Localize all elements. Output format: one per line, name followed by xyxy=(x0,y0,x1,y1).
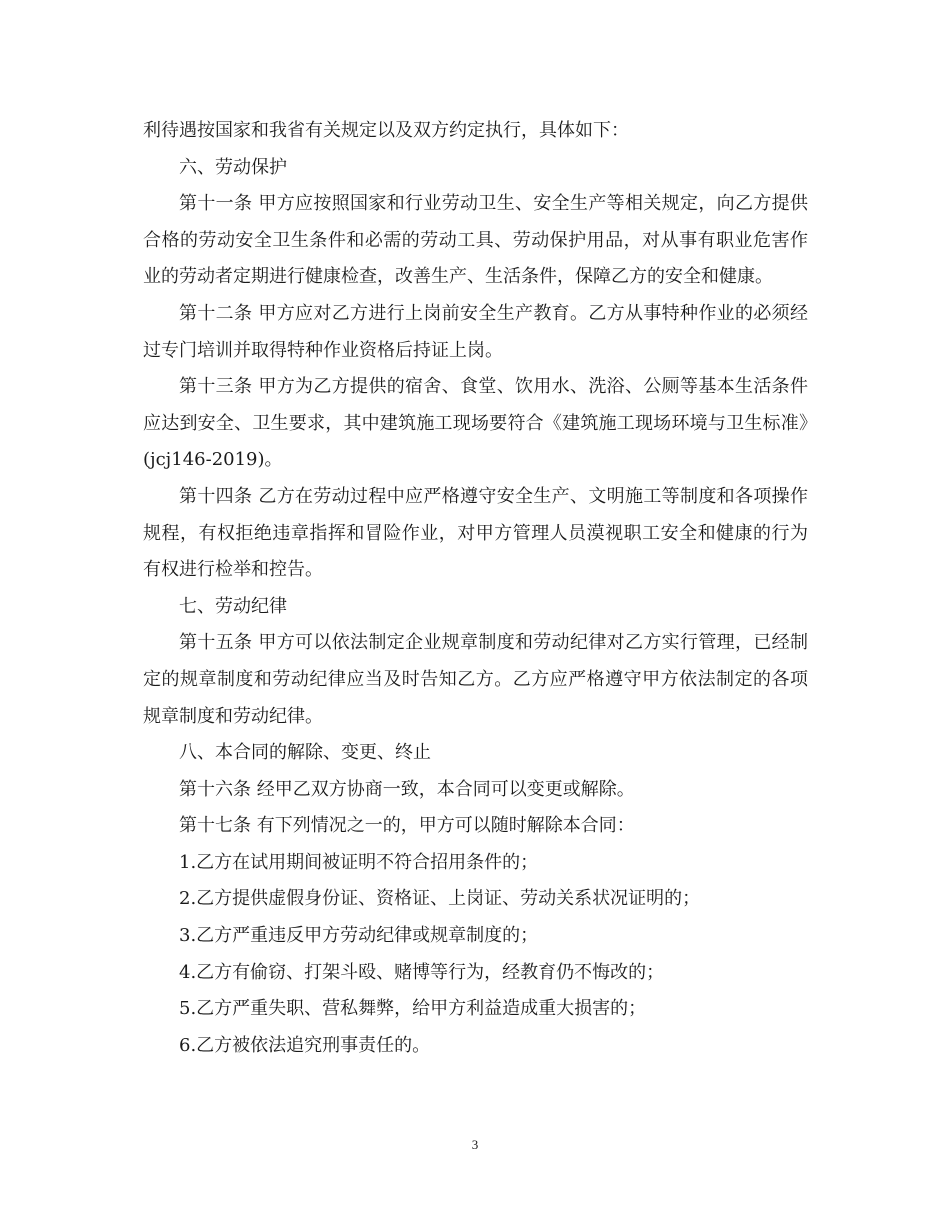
paragraph-intro-continuation: 利待遇按国家和我省有关规定以及双方约定执行，具体如下： xyxy=(143,120,629,141)
article-14: 第十四条 乙方在劳动过程中应严格遵守安全生产、文明施工等制度和各项操作规程，有权拒绝违章指挥和冒险作业，对甲方管理人员漠视职工安全和健康的行为有权进行检举和控告。 xyxy=(143,485,808,581)
list-item-2: 2.乙方提供虚假身份证、资格证、上岗证、劳动关系状况证明的； xyxy=(179,888,701,910)
section-heading-labor-discipline: 七、劳动纪律 xyxy=(179,595,287,617)
list-item-4: 4.乙方有偷窃、打架斗殴、赌博等行为，经教育仍不悔改的； xyxy=(179,961,665,983)
article-17: 第十七条 有下列情况之一的，甲方可以随时解除本合同： xyxy=(179,815,635,837)
list-item-5: 5.乙方严重失职、营私舞弊，给甲方利益造成重大损害的； xyxy=(179,998,647,1020)
list-item-6: 6.乙方被依法追究刑事责任的。 xyxy=(179,1034,431,1056)
list-item-3: 3.乙方严重违反甲方劳动纪律或规章制度的； xyxy=(179,925,539,947)
section-heading-contract-termination: 八、本合同的解除、变更、终止 xyxy=(179,742,431,764)
article-16: 第十六条 经甲乙双方协商一致，本合同可以变更或解除。 xyxy=(179,778,635,800)
document-body xyxy=(143,113,808,1064)
article-15: 第十五条 甲方可以依法制定企业规章制度和劳动纪律对乙方实行管理，已经制定的规章制度和劳动纪律应当及时告知乙方。乙方应严格遵守甲方依法制定的各项规章制度和劳动纪律。 xyxy=(143,632,808,727)
article-13: 第十三条 甲方为乙方提供的宿舍、食堂、饮用水、洗浴、公厕等基本生活条件应达到安全、卫生要求，其中建筑施工现场要符合《建筑施工现场环境与卫生标准》(jcj146-2019)。 xyxy=(143,376,808,471)
article-11: 第十一条 甲方应按照国家和行业劳动卫生、安全生产等相关规定，向乙方提供合格的劳动安全卫生条件和必需的劳动工具、劳动保护用品，对从事有职业危害作业的劳动者定期进行健康检查，改善生产、生活条件，保障乙方的安全和健康。 xyxy=(143,193,808,288)
article-12: 第十二条 甲方应对乙方进行上岗前安全生产教育。乙方从事特种作业的必须经过专门培训并取得特种作业资格后持证上岗。 xyxy=(143,302,808,361)
list-item-1: 1.乙方在试用期间被证明不符合招用条件的； xyxy=(179,851,539,873)
section-heading-labor-protection: 六、劳动保护 xyxy=(179,156,287,178)
page-number: 3 xyxy=(471,1137,479,1152)
